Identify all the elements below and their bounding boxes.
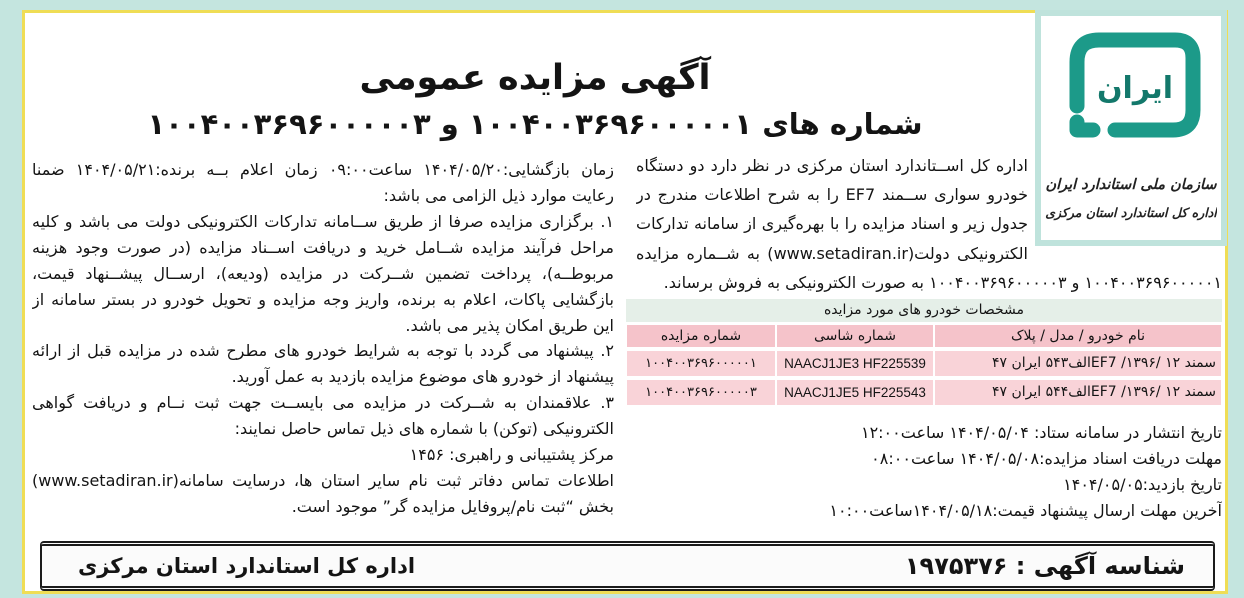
intro-line: جدول زیر و اسناد مزایده را با بهره‌گیری از سامانه تدارکات [636,214,1028,233]
condition-line: اطلاعات تماس دفاتر ثبت نام سایر استان ها، درسایت سامانه(www.setadiran.ir) [32,471,614,490]
intro-line: خودرو سواری ســمند EF7 را به شرح اطلاعات مندرج در [636,185,1028,204]
intro-line: الکترونیکی دولت(www.setadiran.ir) به شــماره مزایده [636,244,1028,263]
condition-line: مربوطــه)، پرداخت تضمین شــرکت در مزایده (ودیعه)، ارســال پیشــنهاد قیمت، [32,264,614,283]
schedule-line: مهلت دریافت اسناد مزایده:۱۴۰۴/۰۵/۰۸ ساعت۰۸:۰۰ [871,449,1222,468]
condition-line: رعایت موارد ذیل الزامی می باشد: [383,186,614,205]
condition-line: این طریق امکان پذیر می باشد. [405,316,614,335]
footer-office-name: اداره کل استاندارد استان مرکزی [78,554,416,578]
logo-org-name: سازمان ملی استاندارد ایران [1045,177,1217,193]
ad-id: شناسه آگهی : ۱۹۷۵۳۷۶ [904,552,1185,580]
vehicle-cell: سمند EF7 /۱۳۹۶/ ۱۲الف۵۴۴ ایران ۴۷ [934,379,1222,406]
table-row [626,350,1222,377]
auction-no-cell: ۱۰۰۴۰۰۳۶۹۶۰۰۰۰۰۳ [626,379,776,406]
schedule-line: تاریخ انتشار در سامانه ستاد: ۱۴۰۴/۰۵/۰۴ ساعت۱۲:۰۰ [860,423,1222,442]
condition-line: الکترونیکی (توکن) با شماره های ذیل تماس حاصل نمایند: [234,419,614,438]
condition-line: بازگشایی پاکات، اعلام به برنده، واریز وجه مزایده و تحویل خودرو در بستر سامانه از [32,290,614,309]
vehicles-table-caption: مشخصات خودرو های مورد مزایده [626,299,1222,322]
intro-line: ۱۰۰۴۰۰۳۶۹۶۰۰۰۰۰۱ و ۱۰۰۴۰۰۳۶۹۶۰۰۰۰۰۳ به صورت الکترونیکی به فروش برساند. [663,273,1222,292]
logo-box [1035,10,1227,246]
column-header-vehicle: نام خودرو / مدل / پلاک [934,324,1222,348]
page-title: آگهی مزایده عمومی [359,58,711,98]
condition-line: ۳. علاقمندان به شــرکت در مزایده می بایســت جهت ثبت نــام و دریافت گواهی [32,393,614,412]
column-header-auction-no: شماره مزایده [626,324,776,348]
condition-line: مرکز پشتیبانی و راهبری: ۱۴۵۶ [409,445,614,464]
condition-line: ۱. برگزاری مزایده صرفا از طریق ســامانه تدارکات الکترونیکی دولت می باشد و کلیه [32,212,614,231]
intro-line: اداره کل اســتاندارد استان مرکزی در نظر دارد دو دستگاه [636,156,1028,175]
condition-line: زمان بازگشایی:۱۴۰۴/۰۵/۲۰ ساعت۰۹:۰۰ زمان اعلام بــه برنده:۱۴۰۴/۰۵/۲۱ ضمنا [32,160,614,179]
logo-mark-text: ایران [1096,71,1174,106]
table-row [626,379,1222,406]
condition-line: ۲. پیشنهاد می گردد با توجه به شرایط خودرو های مطرح شده در مزایده قبل از ارائه [32,341,614,360]
auction-numbers-subtitle: شماره های ۱۰۰۴۰۰۳۶۹۶۰۰۰۰۰۱ و ۱۰۰۴۰۰۳۶۹۶۰۰۰۰۰۳ [147,107,923,141]
schedule-line: تاریخ بازدید:۱۴۰۴/۰۵/۰۵ [1063,475,1222,494]
vehicle-cell: سمند EF7 /۱۳۹۶/ ۱۲الف۵۴۳ ایران ۴۷ [934,350,1222,377]
isiri-logo-icon [1053,26,1207,146]
chassis-cell: NAACJ1JE5 HF225543 [776,379,934,406]
condition-line: مراحل فرآیند مزایده شــامل خرید و دریافت اســناد مزایده (در صورت وجود هزینه [32,238,614,257]
logo-office-name: اداره کل استاندارد استان مرکزی [1045,205,1217,220]
auction-no-cell: ۱۰۰۴۰۰۳۶۹۶۰۰۰۰۰۱ [626,350,776,377]
vehicles-table-header [626,324,1222,348]
schedule-line: آخرین مهلت ارسال پیشنهاد قیمت:۱۴۰۴/۰۵/۱۸ساعت۱۰:۰۰ [829,501,1222,520]
column-header-chassis: شماره شاسی [776,324,934,348]
condition-line: بخش “ثبت نام/پروفایل مزایده گر” موجود است. [291,497,614,516]
footer-bar [40,541,1215,591]
chassis-cell: NAACJ1JE3 HF225539 [776,350,934,377]
condition-line: پیشنهاد از خودرو های موضوع مزایده بازدید به عمل آورید. [231,367,614,386]
